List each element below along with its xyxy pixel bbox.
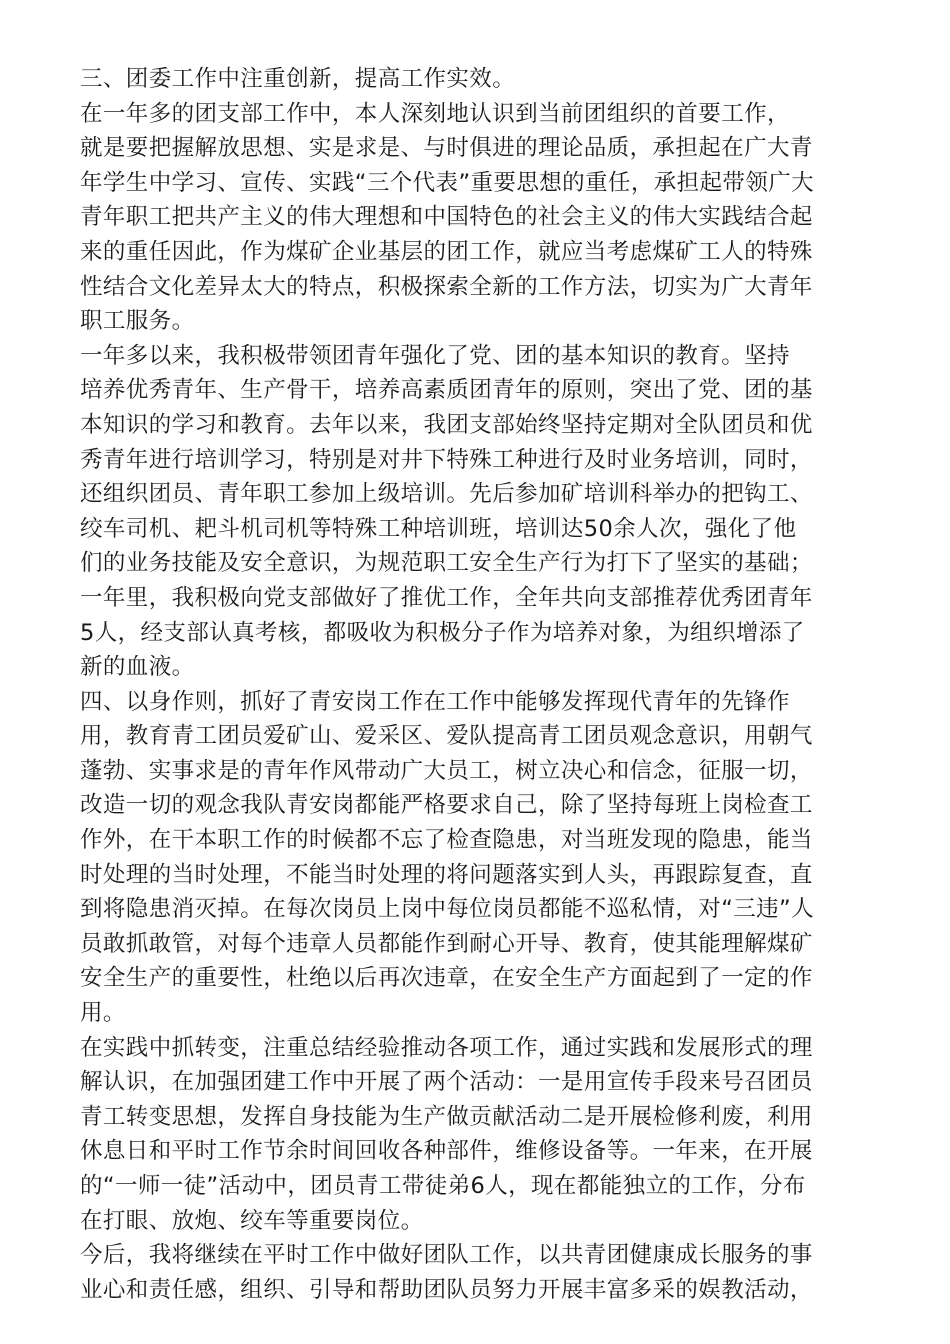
text-line: 一年多以来，我积极带领团青年强化了党、团的基本知识的教育。坚持: [80, 342, 790, 369]
text-line: 改造一切的观念我队青安岗都能严格要求自己，除了坚持每班上岗检查工: [80, 792, 813, 819]
text-line: 用，教育青工团员爱矿山、爱采区、爱队提高青工团员观念意识，用朝气: [80, 723, 813, 750]
text-line: 本知识的学习和教育。去年以来，我团支部始终坚持定期对全队团员和优: [80, 411, 813, 438]
text-line: 一年里，我积极向党支部做好了推优工作，全年共向支部推荐优秀团青年: [80, 584, 813, 611]
document-body: [80, 62, 880, 1307]
text-line: 在打眼、放炮、绞车等重要岗位。: [80, 1207, 424, 1234]
text-line: 的“一师一徒”活动中，团员青工带徒弟6人，现在都能独立的工作，分布: [80, 1173, 806, 1199]
text-line: 今后，我将继续在平时工作中做好团队工作，以共青团健康成长服务的事: [80, 1242, 813, 1269]
text-line: 年学生中学习、宣传、实践“三个代表”重要思想的重任，承担起带领广大: [80, 169, 815, 196]
text-line: 新的血液。: [80, 654, 195, 681]
text-line: 到将隐患消灭掉。在每次岗员上岗中每位岗员都能不巡私情，对“三违”人: [80, 896, 815, 923]
text-line: 们的业务技能及安全意识，为规范职工安全生产行为打下了坚实的基础；: [80, 550, 813, 577]
text-line: 还组织团员、青年职工参加上级培训。先后参加矿培训科举办的把钩工、: [80, 481, 813, 508]
text-line: 解认识，在加强团建工作中开展了两个活动：一是用宣传手段来号召团员: [80, 1069, 813, 1096]
text-line: 在实践中抓转变，注重总结经验推动各项工作，通过实践和发展形式的理: [80, 1034, 813, 1061]
text-line: 休息日和平时工作节余时间回收各种部件，维修设备等。一年来，在开展: [80, 1138, 813, 1165]
text-line: 秀青年进行培训学习，特别是对井下特殊工种进行及时业务培训，同时，: [80, 446, 813, 473]
text-line: 业心和责任感，组织、引导和帮助团队员努力开展丰富多采的娱教活动，: [80, 1276, 813, 1303]
text-line: 员敢抓敢管，对每个违章人员都能作到耐心开导、教育，使其能理解煤矿: [80, 930, 813, 957]
text-line: 就是要把握解放思想、实是求是、与时俱进的理论品质，承担起在广大青: [80, 135, 813, 162]
text-line: 绞车司机、耙斗机司机等特殊工种培训班，培训达50余人次，强化了他: [80, 515, 797, 542]
text-line: 性结合文化差异太大的特点，积极探索全新的工作方法，切实为广大青年: [80, 273, 813, 300]
text-line: 青工转变思想，发挥自身技能为生产做贡献活动二是开展检修利废，利用: [80, 1103, 813, 1130]
text-line: 用。: [80, 1000, 126, 1027]
text-line: 蓬勃、实事求是的青年作风带动广大员工，树立决心和信念，征服一切，: [80, 757, 813, 784]
text-line: 四、以身作则，抓好了青安岗工作在工作中能够发挥现代青年的先锋作: [80, 688, 790, 715]
text-line: 三、团委工作中注重创新，提高工作实效。: [80, 66, 516, 92]
text-line: 5人，经支部认真考核，都吸收为积极分子作为培养对象，为组织增添了: [80, 619, 805, 646]
text-line: 培养优秀青年、生产骨干，培养高素质团青年的原则，突出了党、团的基: [80, 377, 813, 404]
text-line: 时处理的当时处理，不能当时处理的将问题落实到人头，再跟踪复查，直: [80, 861, 813, 888]
text-line: 青年职工把共产主义的伟大理想和中国特色的社会主义的伟大实践结合起: [80, 204, 813, 231]
text-line: 在一年多的团支部工作中，本人深刻地认识到当前团组织的首要工作，: [80, 100, 790, 127]
text-line: 来的重任因此，作为煤矿企业基层的团工作，就应当考虑煤矿工人的特殊: [80, 238, 813, 265]
text-line: 作外，在干本职工作的时候都不忘了检查隐患，对当班发现的隐患，能当: [80, 827, 813, 854]
text-line: 职工服务。: [80, 308, 195, 335]
text-line: 安全生产的重要性，杜绝以后再次违章，在安全生产方面起到了一定的作: [80, 965, 813, 992]
